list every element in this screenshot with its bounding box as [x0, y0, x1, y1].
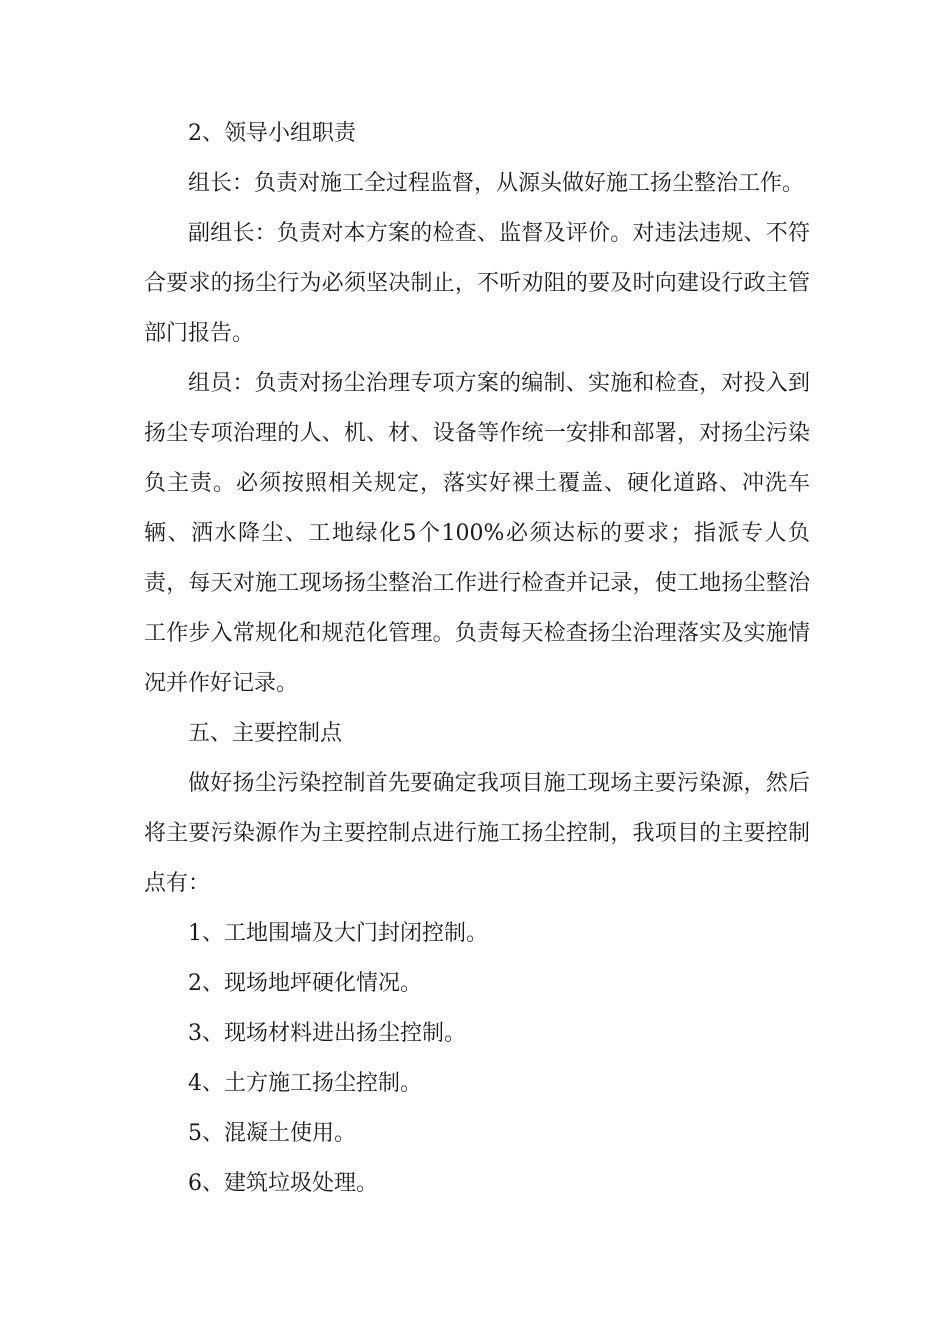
- list-item-control-point-2: 2、现场地坪硬化情况。: [188, 971, 422, 996]
- paragraph-team-members: 组员：负责对扬尘治理专项方案的编制、实施和检查，对投入到扬尘专项治理的人、机、材、设备等作统一安排和部署，对扬尘污染负主责。必须按照相关规定，落实好裸土覆盖、硬化道路、冲洗车辆、洒水降尘、工地绿化5个100%必须达标的要求；指派专人负责，每天对施工现场扬尘整治工作进行检查并记录，使工地扬尘整治工作步入常规化和规范化管理。负责每天检查扬尘治理落实及实施情况并作好记录。: [144, 371, 810, 696]
- list-item-control-point-3: 3、现场材料进出扬尘控制。: [188, 1021, 466, 1046]
- paragraph-control-points-intro: 做好扬尘污染控制首先要确定我项目施工现场主要污染源，然后将主要污染源作为主要控制点进行施工扬尘控制，我项目的主要控制点有：: [144, 771, 810, 896]
- list-item-control-point-5: 5、混凝土使用。: [188, 1121, 356, 1146]
- paragraph-deputy-leader: 副组长：负责对本方案的检查、监督及评价。对违法违规、不符合要求的扬尘行为必须坚决制止，不听劝阻的要及时向建设行政主管部门报告。: [144, 221, 810, 346]
- section-heading-leadership-duties: 2、领导小组职责: [188, 121, 356, 146]
- section-heading-control-points: 五、主要控制点: [188, 721, 343, 746]
- list-item-control-point-1: 1、工地围墙及大门封闭控制。: [188, 921, 488, 946]
- document-body: [144, 109, 810, 1209]
- list-item-control-point-6: 6、建筑垃圾处理。: [188, 1171, 378, 1196]
- list-item-control-point-4: 4、土方施工扬尘控制。: [188, 1071, 422, 1096]
- paragraph-team-leader: 组长：负责对施工全过程监督，从源头做好施工扬尘整治工作。: [188, 171, 805, 196]
